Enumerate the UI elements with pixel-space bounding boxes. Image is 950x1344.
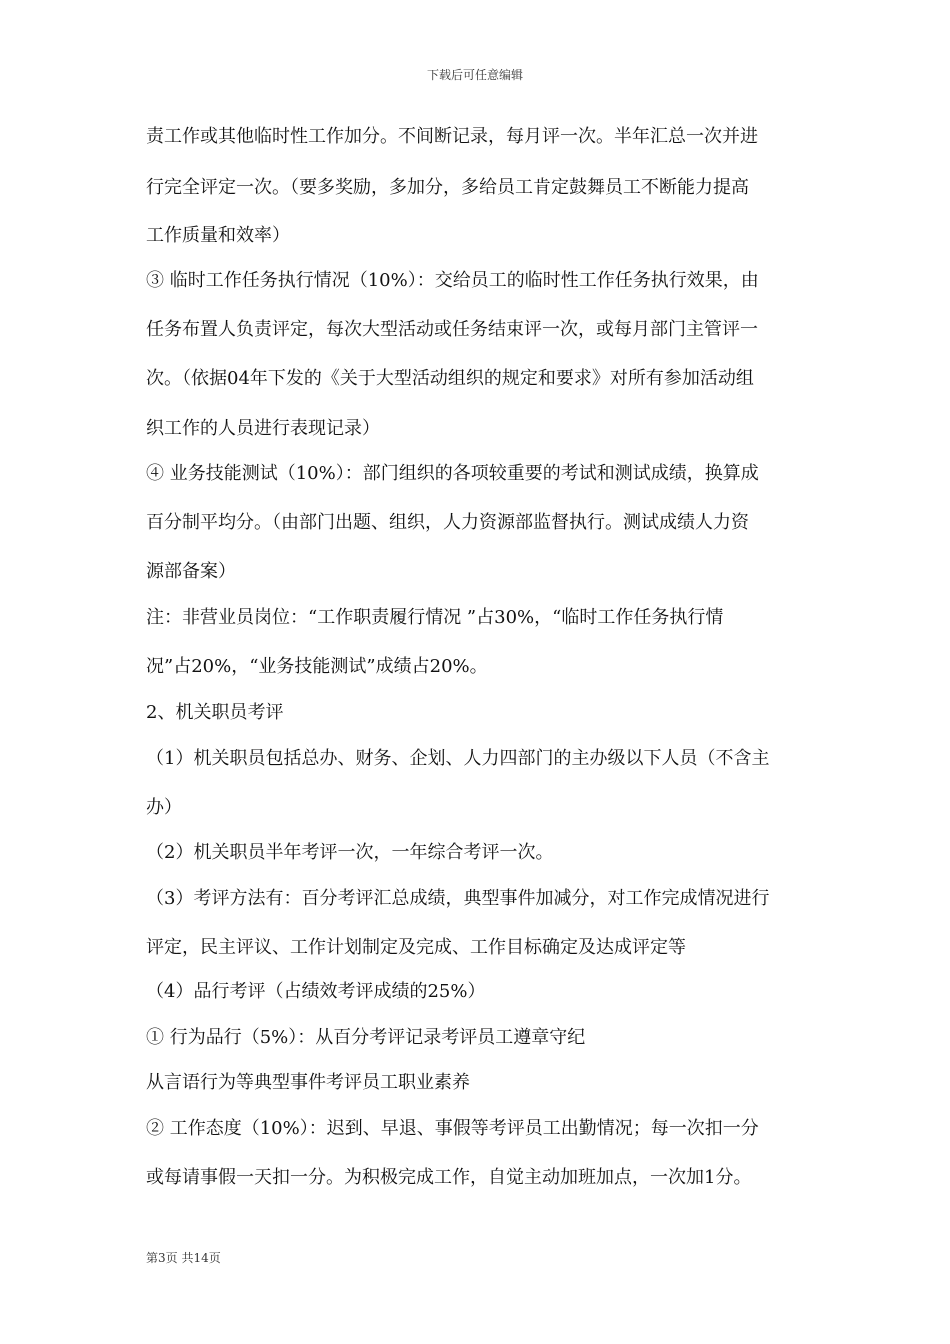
paragraph-line: 工作质量和效率） (146, 225, 290, 246)
paragraph-line: （4）品行考评（占绩效考评成绩的25%） (146, 981, 486, 1002)
paragraph-line: 或每请事假一天扣一分。为积极完成工作，自觉主动加班加点，一次加1分。 (146, 1167, 752, 1188)
paragraph-line: ③ 临时工作任务执行情况（10%）：交给员工的临时性工作任务执行效果，由 (146, 270, 759, 291)
paragraph-line: 评定，民主评议、工作计划制定及完成、工作目标确定及达成评定等 (146, 937, 686, 958)
paragraph-line: （1）机关职员包括总办、财务、企划、人力四部门的主办级以下人员（不含主 (146, 748, 770, 769)
paragraph-line: （3）考评方法有：百分考评汇总成绩，典型事件加减分，对工作完成情况进行 (146, 888, 770, 909)
paragraph-line: （2）机关职员半年考评一次，一年综合考评一次。 (146, 842, 554, 863)
paragraph-line: 注：非营业员岗位：“工作职责履行情况 ”占30%，“临时工作任务执行情 (146, 607, 724, 628)
page-footer: 第3页 共14页 (146, 1251, 221, 1265)
paragraph-line: 况”占20%，“业务技能测试”成绩占20%。 (146, 656, 488, 677)
section-heading: 2、机关职员考评 (146, 702, 284, 723)
paragraph-line: 百分制平均分。（由部门出题、组织，人力资源部监督执行。测试成绩人力资 (146, 512, 749, 533)
paragraph-line: 行完全评定一次。（要多奖励，多加分，多给员工肯定鼓舞员工不断能力提高 (146, 177, 749, 198)
paragraph-line: 次。（依据04年下发的《关于大型活动组织的规定和要求》对所有参加活动组 (146, 368, 754, 389)
paragraph-line: ① 行为品行（5%）：从百分考评记录考评员工遵章守纪 (146, 1027, 586, 1048)
paragraph-line: ② 工作态度（10%）：迟到、早退、事假等考评员工出勤情况；每一次扣一分 (146, 1118, 759, 1139)
paragraph-line: 办） (146, 797, 182, 818)
paragraph-line: 责工作或其他临时性工作加分。不间断记录，每月评一次。半年汇总一次并进 (146, 126, 758, 147)
page-header: 下载后可任意编辑 (426, 68, 523, 82)
paragraph-line: 源部备案） (146, 561, 236, 582)
paragraph-line: 织工作的人员进行表现记录） (146, 418, 380, 439)
paragraph-line: ④ 业务技能测试（10%）：部门组织的各项较重要的考试和测试成绩，换算成 (146, 463, 759, 484)
paragraph-line: 任务布置人负责评定，每次大型活动或任务结束评一次，或每月部门主管评一 (146, 319, 758, 340)
paragraph-line: 从言语行为等典型事件考评员工职业素养 (146, 1072, 470, 1093)
